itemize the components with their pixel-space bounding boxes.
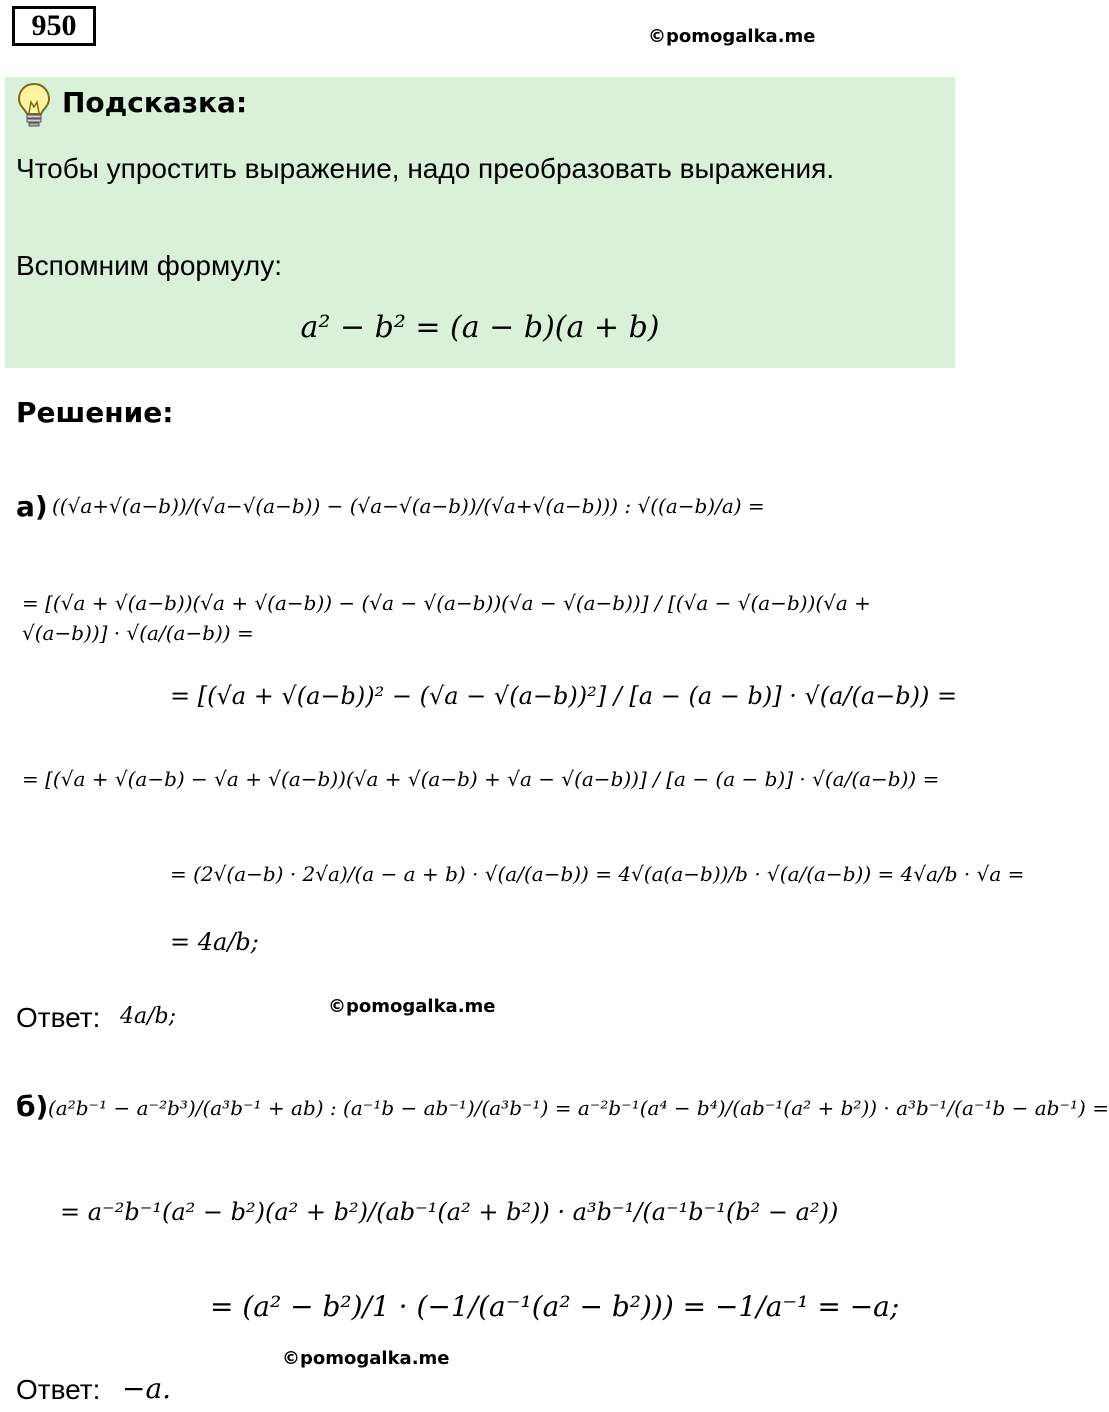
part-b-line-1: (a²b⁻¹ − a⁻²b³)/(a³b⁻¹ + ab) : (a⁻¹b − ab⁻¹)/(a³b⁻¹) = a⁻²b⁻¹(a⁴ − b⁴)/(ab⁻¹(a² + b²)) · a³b⁻¹/(a⁻¹b − ab⁻¹) = [48, 1096, 1109, 1120]
part-b-label: б) [16, 1090, 49, 1123]
hint-formula: a² − b² = (a − b)(a + b) [300, 310, 660, 345]
part-b-line-2: = a⁻²b⁻¹(a² − b²)(a² + b²)/(ab⁻¹(a² + b²)) · a³b⁻¹/(a⁻¹b⁻¹(b² − a²)) [60, 1198, 839, 1226]
part-a-line-3: = [(√a + √(a−b))² − (√a − √(a−b))²] / [a − (a − b)] · √(a/(a−b)) = [170, 682, 958, 710]
lightbulb-icon [16, 82, 52, 128]
part-a-line-4: = [(√a + √(a−b) − √a + √(a−b))(√a + √(a−b) + √a − √(a−b))] / [a − (a − b)] · √(a/(a−b)) = [22, 767, 940, 791]
watermark-top: ©pomogalka.me [648, 26, 816, 47]
hint-title: Подсказка: [62, 86, 248, 119]
hint-recall: Вспомним формулу: [16, 250, 283, 281]
part-a-line-6: = 4a/b; [170, 928, 259, 956]
hint-text: Чтобы упростить выражение, надо преобразовать выражения. [16, 153, 835, 184]
answer-b-value: −a. [122, 1372, 172, 1405]
solution-title: Решение: [16, 396, 174, 429]
watermark-bottom: ©pomogalka.me [282, 1348, 450, 1369]
part-a-label: а) [16, 490, 48, 523]
answer-a-value: 4a/b; [120, 1004, 177, 1029]
part-a-line-5: = (2√(a−b) · 2√a)/(a − a + b) · √(a/(a−b)) = 4√(a(a−b))/b · √(a/(a−b)) = 4√a/b · √a = [170, 862, 1025, 886]
part-a-line-1: ((√a+√(a−b))/(√a−√(a−b)) − (√a−√(a−b))/(√a+√(a−b))) : √((a−b)/a) = [52, 494, 765, 518]
task-number: 950 [12, 6, 96, 46]
answer-b-label: Ответ: [16, 1374, 101, 1405]
part-b-line-3: = (a² − b²)/1 · (−1/(a⁻¹(a² − b²))) = −1/a⁻¹ = −a; [210, 1290, 900, 1323]
part-a-line-2: = [(√a + √(a−b))(√a + √(a−b)) − (√a − √(a−b))(√a − √(a−b))] / [(√a − √(a−b))(√a + √(a−b))] · √(a/(a−b)) = [22, 591, 871, 645]
answer-a-label: Ответ: [16, 1002, 101, 1033]
watermark-middle: ©pomogalka.me [328, 996, 496, 1017]
